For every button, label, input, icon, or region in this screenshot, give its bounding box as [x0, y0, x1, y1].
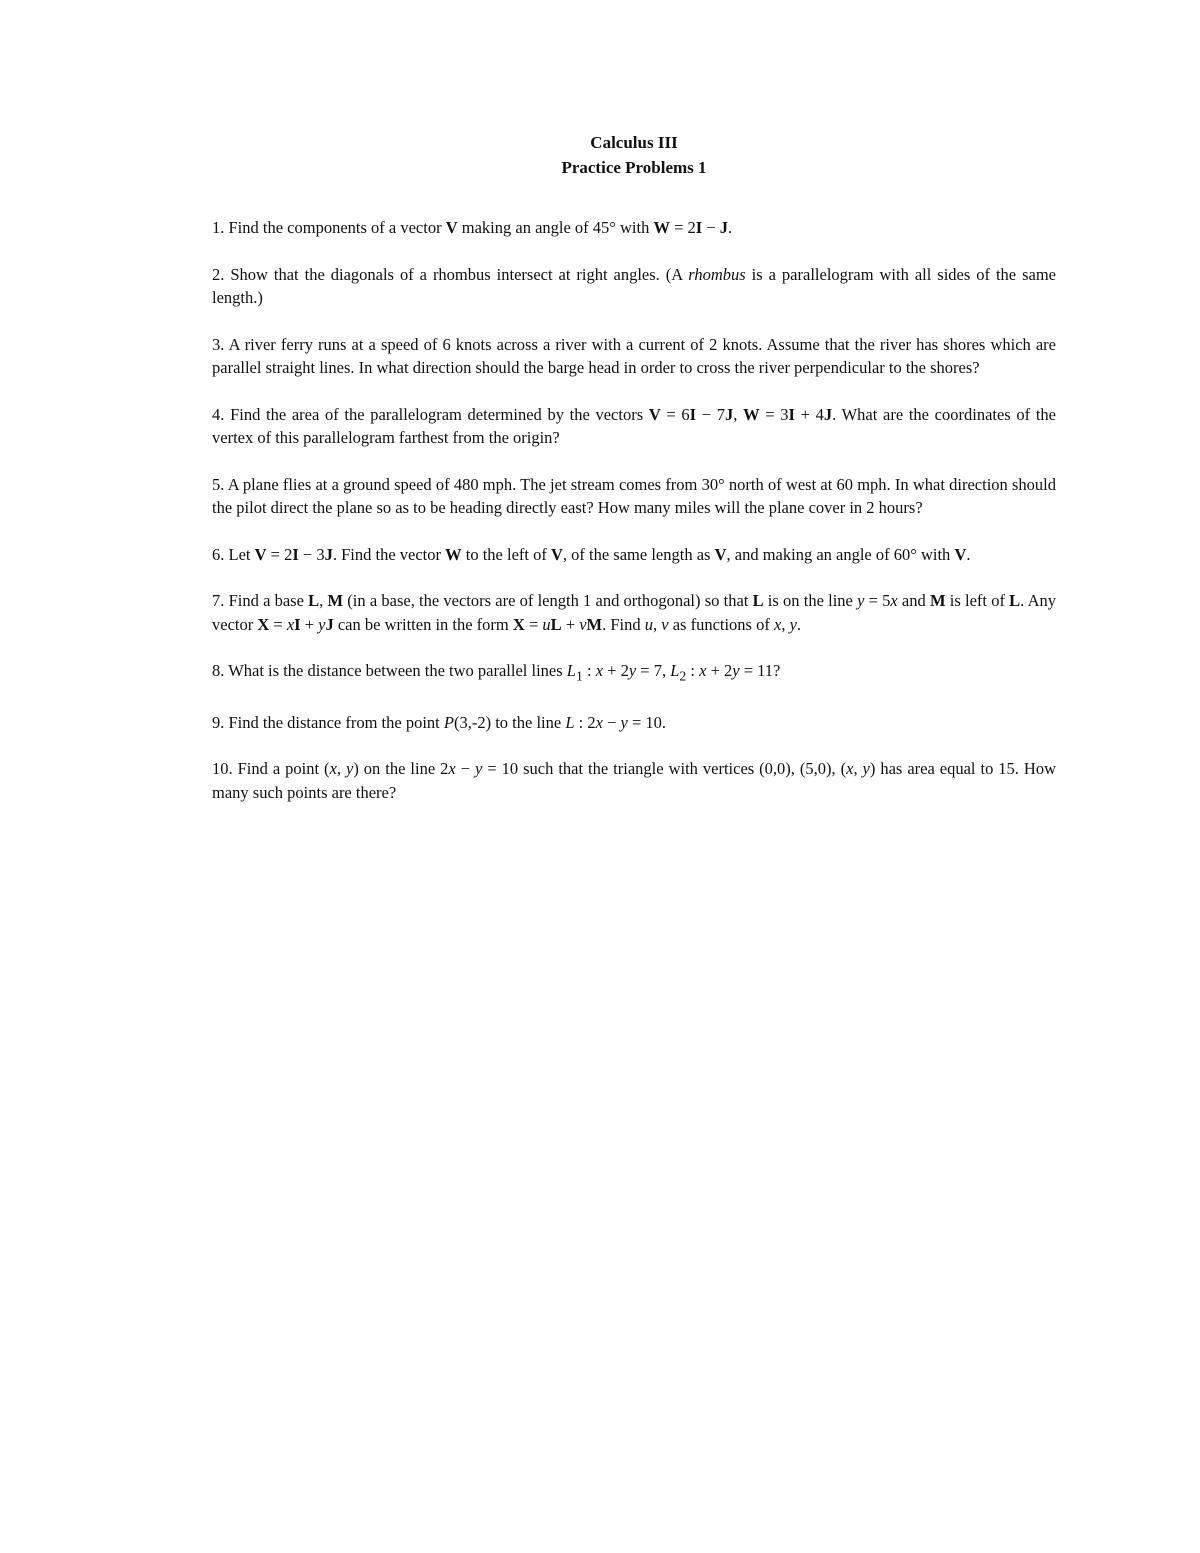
document-title: Calculus III: [590, 133, 678, 152]
problem-8: 8. What is the distance between the two parallel lines $L_1$ : x + 2y = 7, $L_2$ : x + 2y = 11?: [212, 661, 781, 684]
problem-7: 7. Find a base L, M (in a base, the vectors are of length 1 and orthogonal) so that L is on the line y = 5x and M is left of L. Any vector X = xI + yJ can be written in the form X = uL + vM. Find u, v as functions of x, y.: [212, 591, 1057, 634]
document-page: [212, 130, 1056, 827]
problem-number: 1.: [212, 218, 225, 237]
document-subtitle: Practice Problems 1: [561, 158, 707, 177]
problem-1: 1. Find the components of a vector V making an angle of 45° with W = 2I − J.: [212, 218, 733, 237]
document-header: [212, 130, 1056, 180]
problem-number: 7.: [212, 591, 225, 610]
problem-number: 2.: [212, 264, 225, 284]
problem-number: 3.: [212, 334, 225, 354]
problem-4: 4. Find the area of the parallelogram determined by the vectors V = 6I − 7J, W = 3I + 4J. What are the coordinates of the vertex of this parallelogram farthest from the origin?: [212, 404, 1056, 447]
problem-10: 10. Find a point (x, y) on the line 2x − y = 10 such that the triangle with vertices (0,0), (5,0), (x, y) has area equal to 15. How many such points are there?: [212, 759, 1056, 802]
problem-2: 2. Show that the diagonals of a rhombus intersect at right angles. (A rhombus is a parallelogram with all sides of the same length.): [212, 264, 1056, 307]
problem-number: 4.: [212, 404, 225, 424]
problem-6: 6. Let V = 2I − 3J. Find the vector W to the left of V, of the same length as V, and making an angle of 60° with V.: [212, 544, 971, 564]
problem-5: 5. A plane flies at a ground speed of 480 mph. The jet stream comes from 30° north of west at 60 mph. In what direction should the pilot direct the plane so as to be heading directly east? How many miles will the plane cover in 2 hours?: [212, 474, 1056, 517]
problem-number: 5.: [212, 474, 225, 494]
problem-number: 9.: [212, 712, 225, 732]
problem-number: 8.: [212, 661, 225, 680]
problem-number: 10.: [212, 759, 233, 779]
problem-number: 6.: [212, 544, 225, 564]
problem-9: 9. Find the distance from the point P(3,-2) to the line L : 2x − y = 10.: [212, 712, 667, 732]
problem-3: 3. A river ferry runs at a speed of 6 knots across a river with a current of 2 knots. Assume that the river has shores which are parallel straight lines. In what direction should the barge head in order to cross the river perpendicular to the shores?: [212, 334, 1056, 377]
